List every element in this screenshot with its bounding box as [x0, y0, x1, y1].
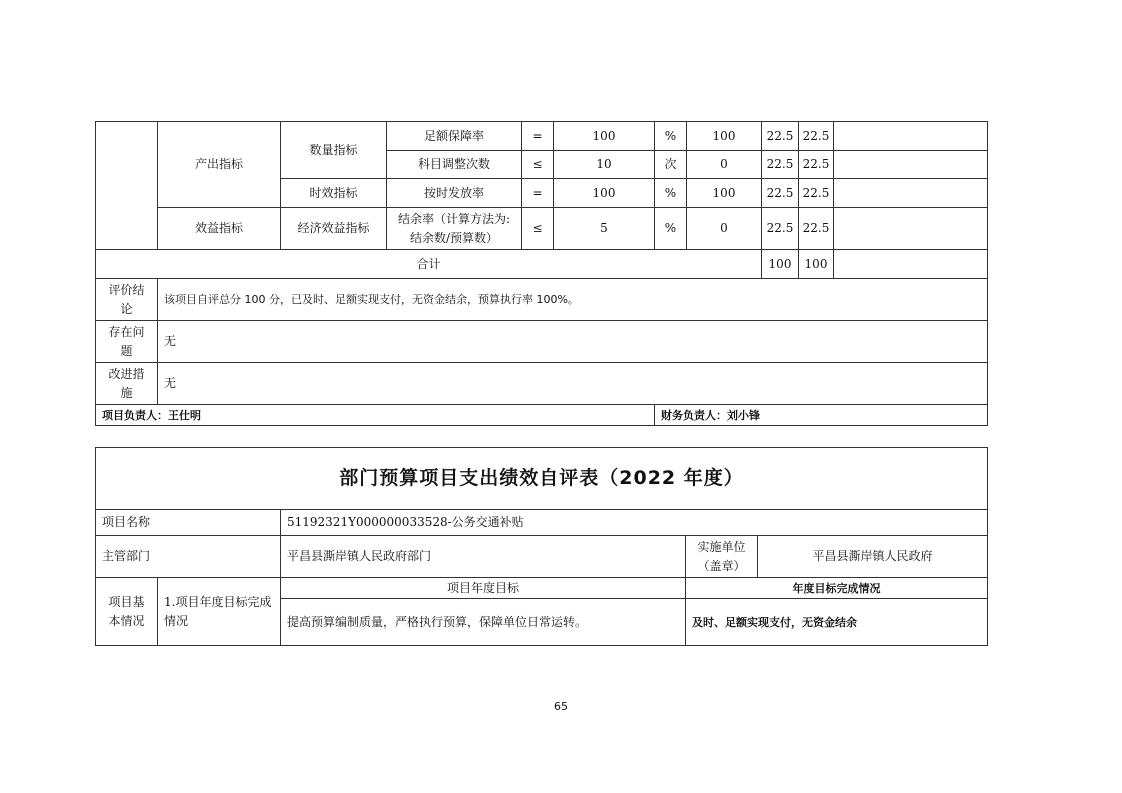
- blank-cell: [96, 122, 158, 250]
- indicator-target: 10: [554, 151, 655, 179]
- indicator-op: ≤: [522, 208, 554, 250]
- indicator-weight: 22.5: [762, 208, 799, 250]
- basic-info-label: [96, 578, 158, 646]
- page-number: 65: [554, 700, 568, 713]
- blank-cell: [834, 122, 988, 151]
- dept-value: 平昌县澌岸镇人民政府部门: [281, 536, 686, 578]
- blank-cell: [834, 151, 988, 179]
- indicator-target: 100: [554, 122, 655, 151]
- problems-label-line1: 存在问: [108, 324, 145, 339]
- indicator-actual: 0: [687, 208, 762, 250]
- group-output-label: 产出指标: [158, 122, 281, 208]
- project-name-row: [96, 510, 988, 536]
- project-lead: 项目负责人：王仕明: [96, 405, 655, 426]
- improve-label-line1: 改进措: [108, 366, 145, 381]
- indicator-level2: 数量指标: [281, 122, 387, 179]
- indicator-name-line1: 结余率（计算方法为:: [397, 211, 511, 226]
- indicator-name-line2: 结余数/预算数）: [409, 230, 499, 245]
- impl-unit-label-line1: 实施单位: [697, 539, 746, 554]
- signature-row: [96, 405, 988, 426]
- total-score: 100: [799, 250, 834, 279]
- improve-label: [96, 363, 158, 405]
- indicator-op: =: [522, 122, 554, 151]
- blank-cell: [834, 179, 988, 208]
- completion-text: 及时、足额实现支付，无资金结余: [686, 599, 988, 646]
- impl-unit-label: [686, 536, 758, 578]
- problems-row: [96, 321, 988, 363]
- table-row: [96, 208, 988, 250]
- form-title: 部门预算项目支出绩效自评表（2022 年度）: [96, 448, 988, 510]
- dept-row: [96, 536, 988, 578]
- indicator-unit: 次: [655, 151, 687, 179]
- annual-goal-text: 提高预算编制质量，严格执行预算，保障单位日常运转。: [281, 599, 686, 646]
- indicator-name: 科目调整次数: [387, 151, 522, 179]
- conclusion-label: [96, 279, 158, 321]
- improve-row: [96, 363, 988, 405]
- dept-label: 主管部门: [96, 536, 281, 578]
- goal-header-row: [96, 578, 988, 599]
- indicator-level2: 经济效益指标: [281, 208, 387, 250]
- total-label: 合计: [96, 250, 762, 279]
- indicator-level2: 时效指标: [281, 179, 387, 208]
- indicator-op: ≤: [522, 151, 554, 179]
- indicator-score: 22.5: [799, 151, 834, 179]
- indicator-unit: %: [655, 122, 687, 151]
- conclusion-text: 该项目自评总分 100 分，已及时、足额实现支付，无资金结余，预算执行率 100%。: [158, 279, 988, 321]
- basic-info-label-line2: 本情况: [108, 613, 145, 628]
- total-weight: 100: [762, 250, 799, 279]
- indicator-weight: 22.5: [762, 151, 799, 179]
- title-row: [96, 448, 988, 510]
- annual-goal-header: 项目年度目标: [281, 578, 686, 599]
- indicator-target: 100: [554, 179, 655, 208]
- indicator-unit: %: [655, 208, 687, 250]
- goal-label-line1: 1.项目年度目标完成: [164, 594, 272, 609]
- indicator-name: 足额保障率: [387, 122, 522, 151]
- total-row: [96, 250, 988, 279]
- indicator-unit: %: [655, 179, 687, 208]
- indicator-name: 按时发放率: [387, 179, 522, 208]
- indicator-op: =: [522, 179, 554, 208]
- indicator-score: 22.5: [799, 179, 834, 208]
- table-row: [96, 122, 988, 151]
- goal-label: [158, 578, 281, 646]
- blank-cell: [834, 250, 988, 279]
- evaluation-table: [95, 121, 988, 426]
- indicator-name: [387, 208, 522, 250]
- conclusion-label-line1: 评价结: [108, 282, 145, 297]
- improve-label-line2: 施: [120, 385, 133, 400]
- problems-label-line2: 题: [120, 343, 133, 358]
- indicator-weight: 22.5: [762, 179, 799, 208]
- completion-header: 年度目标完成情况: [686, 578, 988, 599]
- impl-unit-value: 平昌县澌岸镇人民政府: [758, 536, 988, 578]
- conclusion-label-line2: 论: [120, 301, 133, 316]
- indicator-score: 22.5: [799, 122, 834, 151]
- indicator-actual: 100: [687, 122, 762, 151]
- indicator-target: 5: [554, 208, 655, 250]
- indicator-actual: 0: [687, 151, 762, 179]
- blank-cell: [834, 208, 988, 250]
- impl-unit-label-line2: （盖章）: [697, 558, 746, 573]
- indicator-actual: 100: [687, 179, 762, 208]
- basic-info-label-line1: 项目基: [108, 594, 145, 609]
- project-name-label: 项目名称: [96, 510, 281, 536]
- indicator-score: 22.5: [799, 208, 834, 250]
- improve-text: 无: [158, 363, 988, 405]
- finance-lead: 财务负责人：刘小锋: [655, 405, 988, 426]
- self-evaluation-form: [95, 447, 988, 646]
- project-name-value: 51192321Y000000033528-公务交通补贴: [281, 510, 988, 536]
- conclusion-row: [96, 279, 988, 321]
- goal-label-line2: 情况: [164, 613, 189, 628]
- problems-text: 无: [158, 321, 988, 363]
- indicator-weight: 22.5: [762, 122, 799, 151]
- group-benefit-label: 效益指标: [158, 208, 281, 250]
- problems-label: [96, 321, 158, 363]
